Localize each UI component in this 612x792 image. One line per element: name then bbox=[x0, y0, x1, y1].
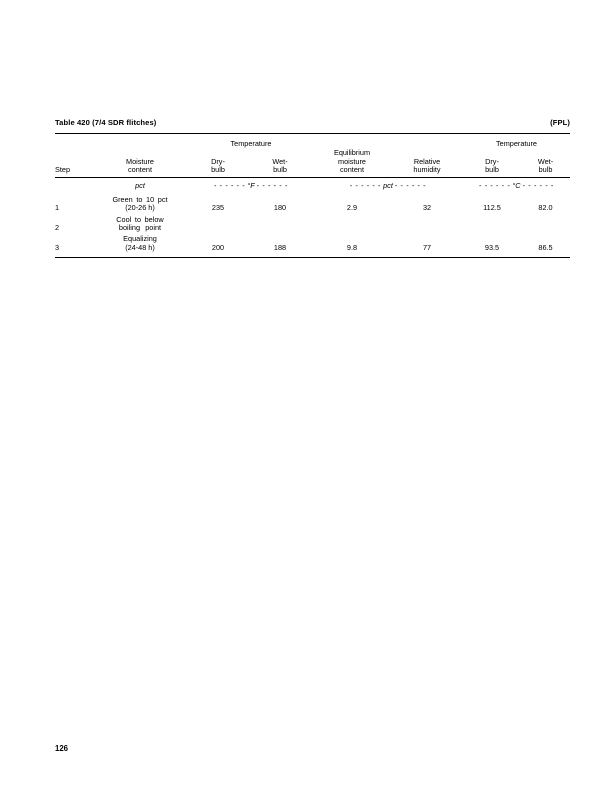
group-header-spacer-moisture bbox=[91, 139, 189, 149]
units-f-dash-lead: - - - - - - bbox=[214, 180, 246, 190]
units-f-dash-trail: - - - - - - bbox=[256, 180, 288, 190]
group-header-spacer-rh bbox=[391, 139, 463, 149]
units-c-dash-lead: - - - - - - bbox=[479, 180, 511, 190]
units-temperature-celsius bbox=[463, 177, 570, 193]
cell-emc: 2.9 bbox=[346, 203, 358, 213]
column-header-emc-line2: moisture bbox=[338, 156, 366, 166]
cell-wet-bulb-c: 82.0 bbox=[538, 203, 553, 213]
units-c-dash-trail: - - - - - - bbox=[522, 180, 554, 190]
column-header-row bbox=[55, 149, 570, 177]
units-moisture-value: pct bbox=[135, 180, 145, 190]
page-number: 126 bbox=[55, 744, 69, 753]
column-header-wet-bulb-f-line2: bulb bbox=[273, 165, 287, 175]
table-caption: Table 420 (7/4 SDR flitches) bbox=[55, 118, 157, 127]
units-temperature-fahrenheit bbox=[189, 177, 313, 193]
column-header-wet-bulb-f bbox=[247, 149, 313, 177]
units-f-value: °F bbox=[247, 180, 255, 190]
source-tag: (FPL) bbox=[550, 118, 570, 127]
cell-wet-bulb-c: 86.5 bbox=[538, 242, 553, 252]
table-bottom-rule bbox=[55, 257, 570, 258]
cell-relative-humidity bbox=[391, 213, 463, 233]
cell-step: 1 bbox=[55, 203, 60, 213]
cell-desc-line1: Cool to below bbox=[116, 214, 164, 224]
cell-desc-line2: (20-26 h) bbox=[125, 203, 155, 213]
column-header-emc bbox=[313, 149, 391, 177]
units-moisture-content bbox=[91, 177, 189, 193]
group-header-spacer-step bbox=[55, 139, 91, 149]
cell-wet-bulb-c bbox=[521, 213, 570, 233]
cell-relative-humidity: 32 bbox=[422, 203, 432, 213]
column-header-wet-bulb-f-line1: Wet- bbox=[272, 156, 288, 166]
cell-step: 2 bbox=[55, 223, 60, 232]
cell-wet-bulb-f: 188 bbox=[273, 242, 287, 252]
cell-wet-bulb-f: 180 bbox=[273, 203, 287, 213]
column-header-rh-line1: Relative bbox=[413, 156, 441, 166]
column-header-moisture-line2: content bbox=[128, 165, 152, 175]
cell-moisture-content bbox=[91, 232, 189, 252]
column-header-rh-line2: humidity bbox=[413, 165, 441, 175]
group-header-temperature-celsius: Temperature bbox=[496, 139, 537, 148]
cell-dry-bulb-c: 112.5 bbox=[483, 203, 501, 213]
group-header-temperature-fahrenheit: Temperature bbox=[230, 139, 272, 148]
cell-desc-line2: boiling point bbox=[118, 223, 162, 232]
units-pct-group bbox=[313, 177, 463, 193]
cell-dry-bulb-c bbox=[463, 213, 521, 233]
column-header-moisture-line1: Moisture bbox=[126, 156, 154, 166]
column-header-step bbox=[55, 149, 91, 177]
column-header-dry-bulb-c-line2: bulb bbox=[485, 165, 499, 175]
cell-dry-bulb-f: 200 bbox=[211, 242, 225, 252]
group-header-row bbox=[55, 139, 570, 149]
units-pct-value: pct bbox=[383, 180, 393, 190]
column-header-emc-line1: Equilibrium bbox=[333, 148, 371, 157]
cell-emc: 9.8 bbox=[346, 242, 358, 252]
table-row bbox=[55, 232, 570, 252]
column-header-relative-humidity bbox=[391, 149, 463, 177]
column-header-dry-bulb-c bbox=[463, 149, 521, 177]
column-header-dry-bulb-c-line1: Dry- bbox=[485, 156, 499, 166]
drying-schedule-table bbox=[55, 133, 570, 258]
column-header-emc-line3: content bbox=[340, 165, 364, 175]
cell-emc bbox=[313, 213, 391, 233]
units-pct-dash-lead: - - - - - - bbox=[349, 180, 382, 190]
table-container bbox=[55, 133, 570, 258]
cell-moisture-content bbox=[91, 213, 189, 233]
cell-moisture-content bbox=[91, 193, 189, 213]
cell-dry-bulb-c: 93.5 bbox=[484, 242, 500, 252]
units-step bbox=[55, 177, 91, 193]
units-pct-dash-trail: - - - - - - bbox=[394, 180, 427, 190]
cell-wet-bulb-f bbox=[247, 213, 313, 233]
cell-step: 3 bbox=[55, 242, 60, 252]
column-header-moisture-content bbox=[91, 149, 189, 177]
column-header-wet-bulb-c-line2: bulb bbox=[538, 165, 553, 175]
cell-relative-humidity: 77 bbox=[422, 242, 432, 252]
cell-desc-line1: Equalizing bbox=[123, 234, 157, 244]
cell-dry-bulb-f: 235 bbox=[211, 203, 225, 213]
cell-desc-line2: (24-48 h) bbox=[125, 242, 155, 252]
column-header-step-label: Step bbox=[55, 165, 71, 175]
cell-desc-line1: Green to 10 pct bbox=[112, 194, 168, 204]
units-c-value: °C bbox=[512, 180, 521, 190]
column-header-dry-bulb-f bbox=[189, 149, 247, 177]
units-row bbox=[55, 177, 570, 193]
table-caption-row bbox=[55, 118, 570, 127]
column-header-dry-bulb-f-line1: Dry- bbox=[211, 156, 225, 166]
column-header-wet-bulb-c bbox=[521, 149, 570, 177]
table-row bbox=[55, 213, 570, 233]
table-row bbox=[55, 193, 570, 213]
column-header-dry-bulb-f-line2: bulb bbox=[211, 165, 225, 175]
cell-dry-bulb-f bbox=[189, 213, 247, 233]
column-header-wet-bulb-c-line1: Wet- bbox=[537, 156, 554, 166]
